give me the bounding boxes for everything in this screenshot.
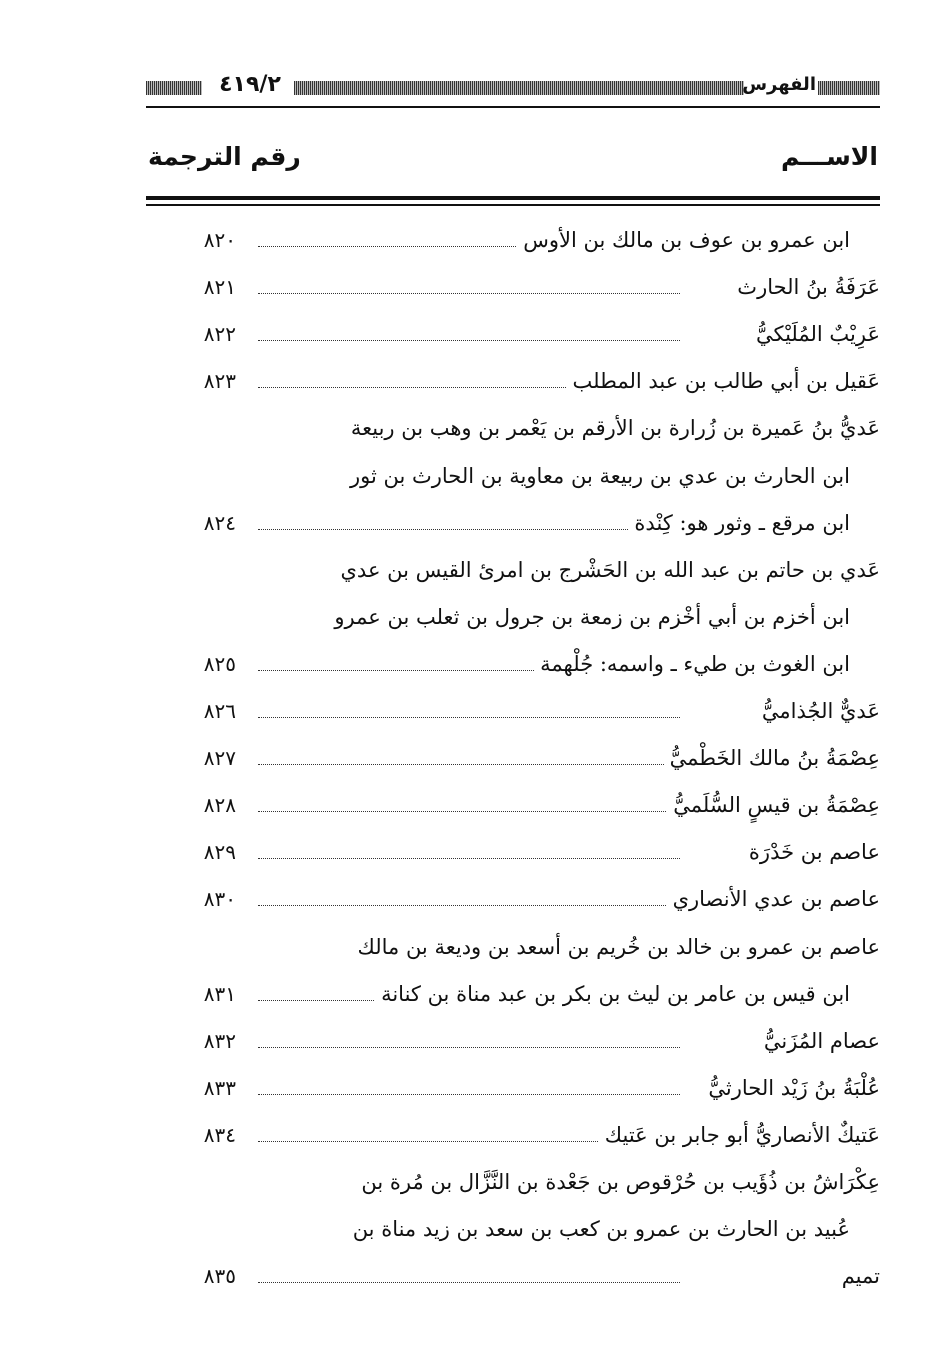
- entry-name: عَرِيْبٌ المُلَيْكيُّ: [750, 322, 880, 346]
- entry-number: ٨٣٤: [203, 1123, 236, 1147]
- entry-number: ٨٢٠: [203, 228, 236, 252]
- entry-number: ٨٢١: [203, 275, 236, 299]
- entry-name: تميم: [836, 1264, 880, 1288]
- entry-number: ٨٢٥: [203, 652, 236, 676]
- index-entry: [146, 693, 880, 739]
- dotted-leader: [258, 340, 680, 341]
- index-entry: [146, 834, 880, 880]
- entry-name: عِكْرَاشُ بن ذُؤَيب بن حُرْقوص بن جَعْدة بن النَّزَّال بن مُرة بن: [355, 1170, 880, 1194]
- index-entry: [146, 1117, 880, 1163]
- entry-name: عَقيل بن أبي طالب بن عبد المطلب: [567, 369, 880, 393]
- header-ornament-right: [818, 81, 880, 95]
- heading-rule-thick: [146, 196, 880, 200]
- entry-name: عاصم بن عمرو بن خالد بن خُريم بن أسعد بن وديعة بن مالك: [352, 935, 880, 959]
- index-entry: [146, 646, 880, 692]
- dotted-leader: [258, 811, 680, 812]
- header-ornament-left: [146, 81, 202, 95]
- dotted-leader: [258, 717, 680, 718]
- entry-name: ابن مرقع ـ وثور هو: كِنْدة: [628, 511, 850, 535]
- entry-name: عُبيد بن الحارث بن عمرو بن كعب بن سعد بن زيد مناة بن: [347, 1217, 850, 1241]
- entry-name: ابن الحارث بن عدي بن ربيعة بن معاوية بن الحارث بن ثور: [344, 464, 850, 488]
- entry-number: ٨٣٠: [203, 887, 236, 911]
- index-entry: [146, 222, 880, 268]
- index-entry: [146, 316, 880, 362]
- dotted-leader: [258, 1282, 680, 1283]
- index-entry: [146, 1070, 880, 1116]
- header-rule: [146, 106, 880, 108]
- running-header-page-ref: ٤١٩/٢: [219, 72, 281, 97]
- dotted-leader: [258, 764, 680, 765]
- entry-name: عاصم بن عدي الأنصاري: [667, 887, 880, 911]
- index-entry: [146, 363, 880, 409]
- heading-rule-thin: [146, 204, 880, 206]
- entry-name: عَديٌّ الجُذاميُّ: [756, 699, 880, 723]
- index-entry: [146, 1258, 880, 1304]
- entry-name: ابن أخزم بن أبي أخْزم بن زمعة بن جرول بن ثعلب بن عمرو: [328, 605, 850, 629]
- dotted-leader: [258, 293, 680, 294]
- entry-number: ٨٣٢: [203, 1029, 236, 1053]
- running-header: [146, 72, 880, 106]
- entry-name: عِصْمَةُ بنُ مالك الخَطْميُّ: [664, 746, 880, 770]
- entry-number: ٨٢٣: [203, 369, 236, 393]
- index-entry: [146, 740, 880, 786]
- index-entry: [146, 1164, 880, 1210]
- entry-number: ٨٣١: [203, 982, 236, 1006]
- column-heading-number: رقم الترجمة: [148, 142, 301, 171]
- entry-name: عَتيكٌ الأنصاريُّ أبو جابر بن عَتيك: [599, 1123, 880, 1147]
- index-entry: [146, 458, 880, 504]
- entry-name: عصام المُزَنيُّ: [758, 1029, 880, 1053]
- running-header-title: الفهرس: [742, 74, 816, 95]
- index-entry: [146, 410, 880, 456]
- entry-number: ٨٢٨: [203, 793, 236, 817]
- index-entry: [146, 1211, 880, 1257]
- index-entry: [146, 929, 880, 975]
- entry-name: ابن عمرو بن عوف بن مالك بن الأوس: [517, 228, 850, 252]
- entry-name: ابن الغوث بن طيء ـ واسمه: جُلْهمة: [534, 652, 850, 676]
- entry-name: عُلْبَةُ بنُ زَيْد الحارثيُّ: [702, 1076, 880, 1100]
- index-entry: [146, 881, 880, 927]
- dotted-leader: [258, 1047, 680, 1048]
- index-entry: [146, 269, 880, 315]
- index-entry: [146, 599, 880, 645]
- entry-name: عَرَفَةُ بنُ الحارث: [731, 275, 880, 299]
- entry-number: ٨٣٣: [203, 1076, 236, 1100]
- entry-number: ٨٢٢: [203, 322, 236, 346]
- entry-number: ٨٢٤: [203, 511, 236, 535]
- entry-name: عَدي بن حاتم بن عبد الله بن الحَشْرج بن امرئ القيس بن عدي: [334, 558, 880, 582]
- dotted-leader: [258, 529, 680, 530]
- index-entry: [146, 552, 880, 598]
- entry-name: عِصْمَةُ بن قيسٍ السُّلَميُّ: [667, 793, 880, 817]
- index-entry: [146, 976, 880, 1022]
- entry-name: عَديُّ بنُ عَميرة بن زُرارة بن الأرقم بن يَعْمر بن وهب بن ربيعة: [345, 416, 880, 440]
- header-ornament-middle: [294, 81, 744, 95]
- entry-number: ٨٢٧: [203, 746, 236, 770]
- dotted-leader: [258, 905, 680, 906]
- entry-number: ٨٢٦: [203, 699, 236, 723]
- index-entry: [146, 1023, 880, 1069]
- index-entry: [146, 505, 880, 551]
- entry-name: ابن قيس بن عامر بن ليث بن بكر بن عبد مناة بن كنانة: [375, 982, 850, 1006]
- entry-name: عاصم بن خَدْرَة: [743, 840, 880, 864]
- entry-number: ٨٣٥: [203, 1264, 236, 1288]
- column-heading-name: الاســـم: [780, 142, 878, 171]
- dotted-leader: [258, 858, 680, 859]
- entry-number: ٨٢٩: [203, 840, 236, 864]
- index-entry: [146, 787, 880, 833]
- dotted-leader: [258, 1094, 680, 1095]
